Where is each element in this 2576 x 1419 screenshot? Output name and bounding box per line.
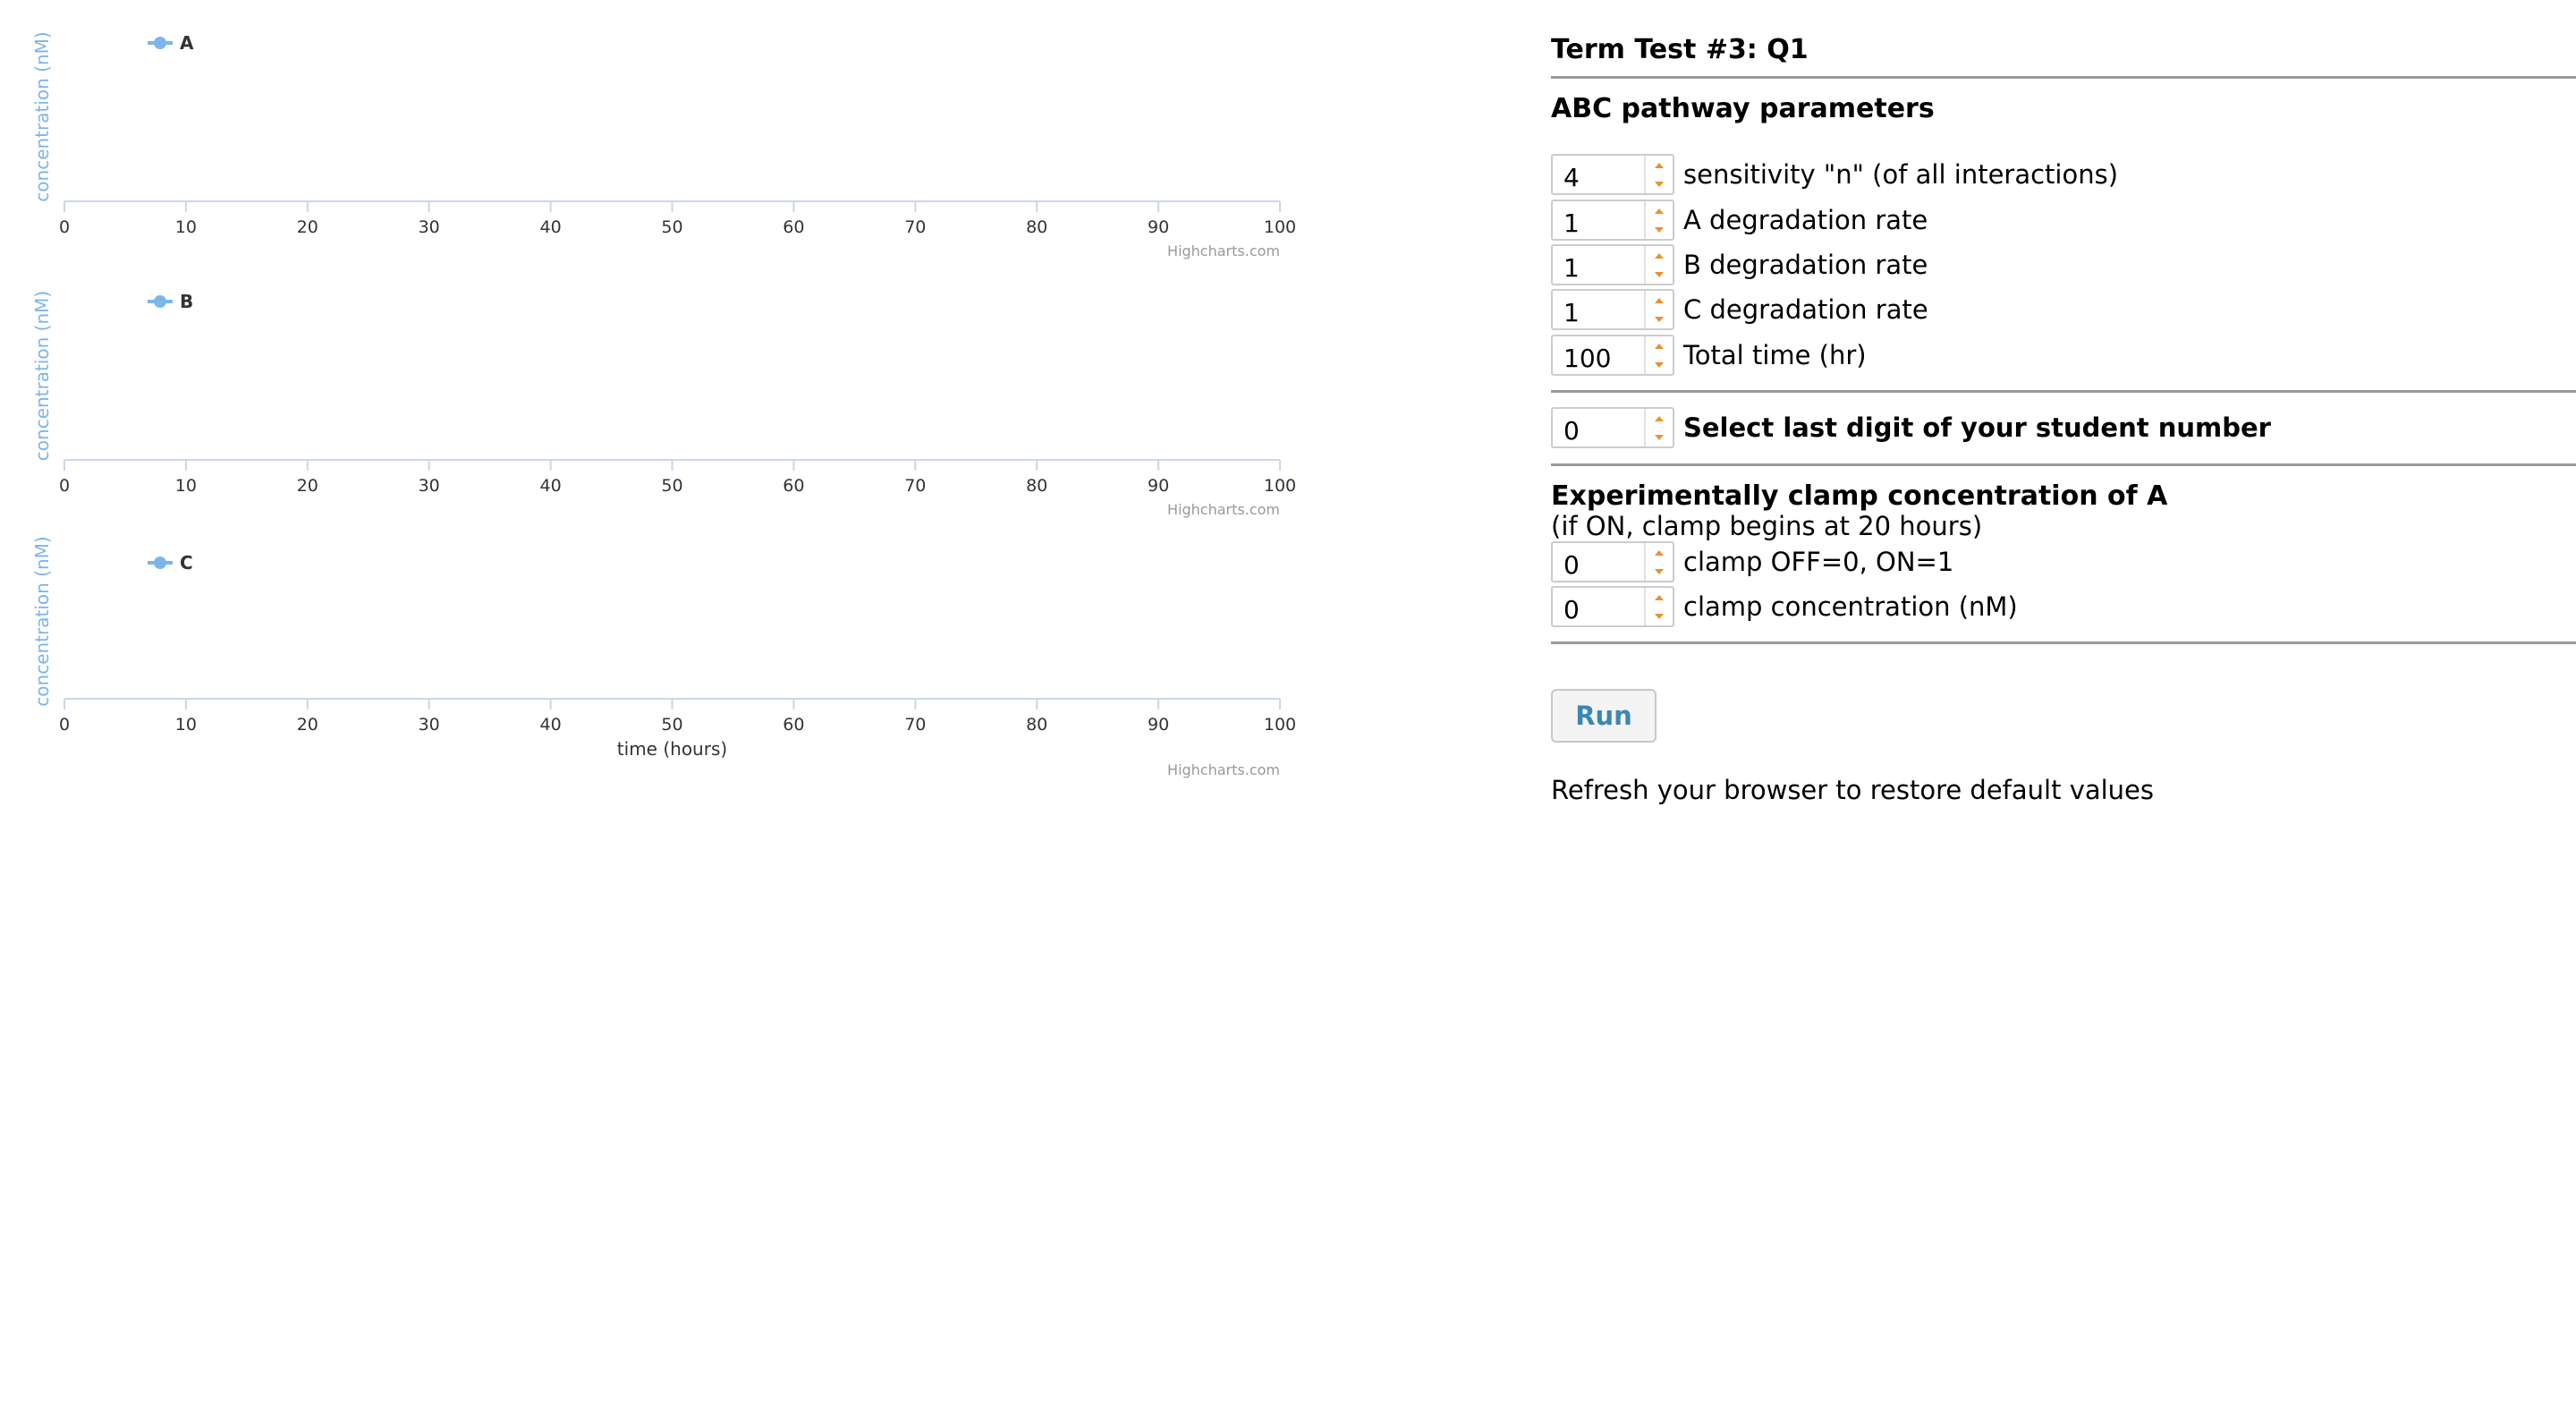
decrement-button[interactable] bbox=[1646, 220, 1673, 239]
legend-marker[interactable] bbox=[154, 295, 166, 308]
a-degradation-input[interactable] bbox=[1551, 200, 1674, 241]
x-tick-label: 30 bbox=[418, 715, 440, 735]
increment-button[interactable] bbox=[1646, 409, 1673, 428]
x-tick-label: 100 bbox=[1263, 476, 1297, 496]
clamp-toggle-input[interactable] bbox=[1551, 541, 1674, 582]
x-tick-label: 40 bbox=[539, 476, 562, 496]
spin-value: 4 bbox=[1563, 163, 1580, 192]
clamp-concentration-row bbox=[1551, 585, 2018, 628]
credits-link[interactable]: Highcharts.com bbox=[1167, 501, 1280, 518]
x-tick-label: 40 bbox=[539, 217, 562, 237]
increment-button[interactable] bbox=[1646, 201, 1673, 220]
chevron-down-icon bbox=[1655, 362, 1664, 368]
x-tick-label: 20 bbox=[296, 217, 318, 237]
increment-button[interactable] bbox=[1646, 246, 1673, 265]
divider bbox=[1551, 390, 2576, 393]
student-digit-input[interactable] bbox=[1551, 407, 1674, 448]
y-axis-title: concentration (nM) bbox=[31, 290, 53, 462]
chevron-down-icon bbox=[1655, 435, 1664, 440]
x-tick-label: 70 bbox=[904, 217, 927, 237]
pathway-heading: ABC pathway parameters bbox=[1551, 93, 1935, 124]
spin-value: 1 bbox=[1563, 253, 1580, 283]
spin-value: 100 bbox=[1563, 344, 1612, 373]
student-digit-label: Select last digit of your student number bbox=[1683, 412, 2271, 443]
divider bbox=[1551, 76, 2576, 79]
param-row-a-degradation bbox=[1551, 199, 1928, 242]
decrement-button[interactable] bbox=[1646, 265, 1673, 284]
b-degradation-input[interactable] bbox=[1551, 244, 1674, 285]
x-tick-label: 40 bbox=[539, 715, 562, 735]
b-degradation-label: B degradation rate bbox=[1683, 250, 1928, 280]
chevron-down-icon bbox=[1655, 227, 1664, 233]
increment-button[interactable] bbox=[1646, 291, 1673, 310]
credits-link[interactable]: Highcharts.com bbox=[1167, 761, 1280, 778]
clamp-toggle-row bbox=[1551, 540, 1953, 583]
x-tick-label: 50 bbox=[661, 715, 683, 735]
chevron-up-icon bbox=[1655, 163, 1664, 168]
x-tick-label: 70 bbox=[904, 476, 927, 496]
spin-value: 0 bbox=[1563, 550, 1580, 580]
spinner-buttons bbox=[1644, 156, 1673, 193]
x-tick-label: 90 bbox=[1148, 715, 1170, 735]
run-button[interactable]: Run bbox=[1551, 689, 1657, 743]
spinner-buttons bbox=[1644, 588, 1673, 625]
clamp-note: (if ON, clamp begins at 20 hours) bbox=[1551, 511, 1983, 541]
chevron-up-icon bbox=[1655, 550, 1664, 556]
charts-area bbox=[0, 0, 1306, 805]
spinner-buttons bbox=[1644, 246, 1673, 284]
x-tick-label: 0 bbox=[58, 217, 71, 237]
chevron-up-icon bbox=[1655, 208, 1664, 214]
x-tick-label: 90 bbox=[1148, 217, 1170, 237]
spinner-buttons bbox=[1644, 409, 1673, 446]
x-tick-label: 60 bbox=[783, 217, 805, 237]
credits-link[interactable]: Highcharts.com bbox=[1167, 242, 1280, 259]
chevron-down-icon bbox=[1655, 317, 1664, 322]
divider bbox=[1551, 642, 2576, 644]
increment-button[interactable] bbox=[1646, 543, 1673, 562]
x-tick-label: 10 bbox=[174, 476, 197, 496]
spinner-buttons bbox=[1644, 291, 1673, 328]
x-tick-label: 50 bbox=[661, 217, 683, 237]
spinner-buttons bbox=[1644, 543, 1673, 581]
chevron-up-icon bbox=[1655, 416, 1664, 421]
param-row-c-degradation bbox=[1551, 288, 1928, 331]
increment-button[interactable] bbox=[1646, 156, 1673, 174]
legend-marker[interactable] bbox=[154, 557, 166, 569]
x-tick-label: 60 bbox=[783, 715, 805, 735]
x-tick-label: 70 bbox=[904, 715, 927, 735]
clamp-concentration-input[interactable] bbox=[1551, 586, 1674, 627]
spin-value: 1 bbox=[1563, 298, 1580, 327]
spin-value: 0 bbox=[1563, 416, 1580, 446]
student-number-row bbox=[1551, 406, 2271, 449]
increment-button[interactable] bbox=[1646, 336, 1673, 355]
total-time-label: Total time (hr) bbox=[1683, 340, 1867, 370]
x-tick-label: 60 bbox=[783, 476, 805, 496]
param-row-total-time bbox=[1551, 334, 1867, 377]
param-row-sensitivity bbox=[1551, 153, 2118, 196]
x-tick-label: 30 bbox=[418, 217, 440, 237]
x-tick-label: 80 bbox=[1026, 217, 1048, 237]
x-tick-label: 100 bbox=[1263, 715, 1297, 735]
c-degradation-label: C degradation rate bbox=[1683, 294, 1928, 325]
clamp-toggle-label: clamp OFF=0, ON=1 bbox=[1683, 547, 1954, 577]
legend-marker[interactable] bbox=[154, 37, 166, 49]
x-tick-label: 20 bbox=[296, 476, 318, 496]
spin-value: 0 bbox=[1563, 595, 1580, 625]
x-tick-label: 90 bbox=[1148, 476, 1170, 496]
decrement-button[interactable] bbox=[1646, 174, 1673, 193]
clamp-heading: Experimentally clamp concentration of A bbox=[1551, 480, 2168, 512]
x-tick-label: 20 bbox=[296, 715, 318, 735]
spinner-buttons bbox=[1644, 336, 1673, 374]
chevron-down-icon bbox=[1655, 182, 1664, 187]
c-degradation-input[interactable] bbox=[1551, 289, 1674, 330]
total-time-input[interactable] bbox=[1551, 335, 1674, 376]
x-tick-label: 10 bbox=[174, 715, 197, 735]
x-tick-label: 50 bbox=[661, 476, 683, 496]
chevron-up-icon bbox=[1655, 344, 1664, 349]
refresh-note: Refresh your browser to restore default values bbox=[1551, 775, 2155, 805]
a-degradation-label: A degradation rate bbox=[1683, 205, 1928, 235]
spinner-buttons bbox=[1644, 201, 1673, 239]
legend-item-label[interactable]: B bbox=[180, 291, 194, 312]
divider bbox=[1551, 463, 2576, 466]
decrement-button[interactable] bbox=[1646, 607, 1673, 625]
x-tick-label: 80 bbox=[1026, 476, 1048, 496]
decrement-button[interactable] bbox=[1646, 310, 1673, 328]
chevron-up-icon bbox=[1655, 253, 1664, 259]
sensitivity-input[interactable] bbox=[1551, 154, 1674, 195]
x-tick-label: 10 bbox=[174, 217, 197, 237]
chevron-down-icon bbox=[1655, 614, 1664, 619]
chevron-down-icon bbox=[1655, 569, 1664, 574]
x-tick-label: 30 bbox=[418, 476, 440, 496]
charts-svg bbox=[0, 0, 1306, 805]
increment-button[interactable] bbox=[1646, 588, 1673, 607]
x-tick-label: 0 bbox=[58, 476, 71, 496]
legend-item-label[interactable]: C bbox=[180, 552, 193, 574]
x-axis-title: time (hours) bbox=[616, 738, 728, 760]
decrement-button[interactable] bbox=[1646, 428, 1673, 446]
decrement-button[interactable] bbox=[1646, 355, 1673, 374]
page-title: Term Test #3: Q1 bbox=[1551, 34, 1809, 65]
chevron-down-icon bbox=[1655, 272, 1664, 277]
spin-value: 1 bbox=[1563, 208, 1580, 238]
clamp-concentration-label: clamp concentration (nM) bbox=[1683, 591, 2018, 622]
x-tick-label: 80 bbox=[1026, 715, 1048, 735]
y-axis-title: concentration (nM) bbox=[31, 536, 53, 707]
chevron-up-icon bbox=[1655, 298, 1664, 303]
decrement-button[interactable] bbox=[1646, 562, 1673, 581]
legend-item-label[interactable]: A bbox=[180, 32, 194, 54]
sensitivity-label: sensitivity "n" (of all interactions) bbox=[1683, 159, 2119, 190]
y-axis-title: concentration (nM) bbox=[31, 31, 53, 202]
chevron-up-icon bbox=[1655, 595, 1664, 600]
param-row-b-degradation bbox=[1551, 243, 1928, 286]
x-tick-label: 0 bbox=[58, 715, 71, 735]
x-tick-label: 100 bbox=[1263, 217, 1297, 237]
